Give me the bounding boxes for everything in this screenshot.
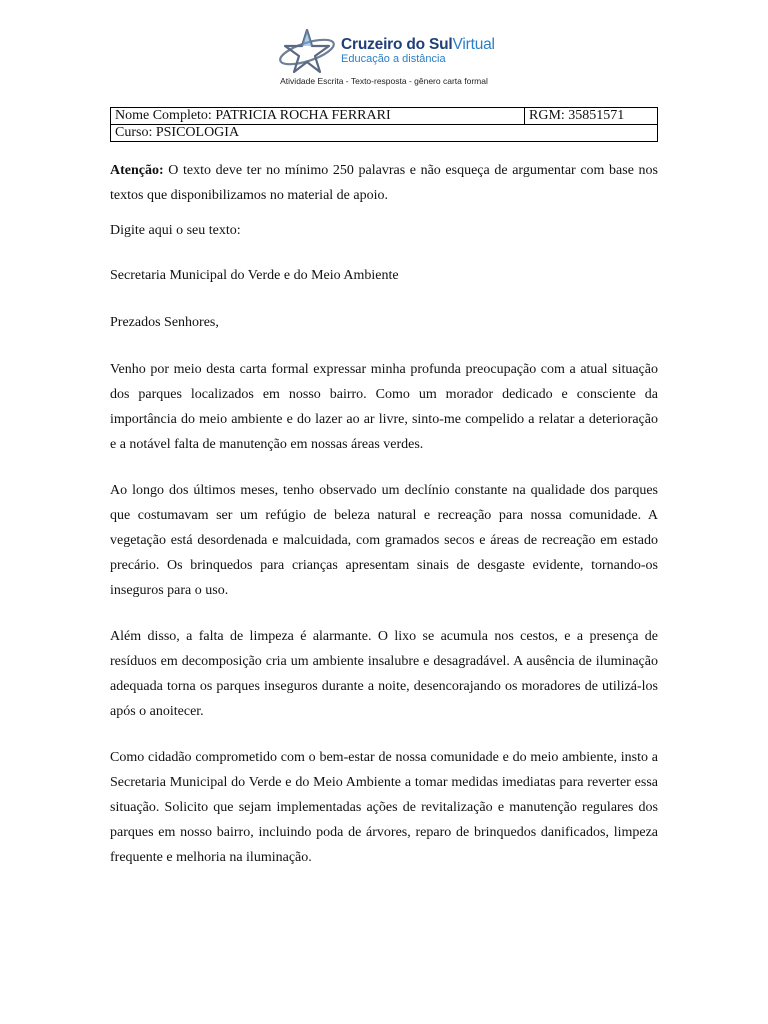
rgm-cell: RGM: 35851571 [525, 108, 658, 125]
brand-name-accent: Virtual [452, 36, 495, 53]
letter-paragraph: Como cidadão comprometido com o bem-estar de nossa comunidade e do meio ambiente, insto a Secretaria Municipal do Verde e do Meio Ambiente a tomar medidas imediatas para reverter essa situação. Solicito que sejam implementadas ações de revitalização e manutenção regulares dos parques em nosso bairro, incluindo poda de árvores, reparo de brinquedos danificados, limpeza frequente e melhoria na iluminação. [110, 750, 658, 865]
attention-text: O texto deve ter no mínimo 250 palavras e não esqueça de argumentar com base nos textos que disponibilizamos no material de apoio. [110, 163, 658, 203]
letter-salutation: Prezados Senhores, [110, 315, 219, 330]
letter-recipient: Secretaria Municipal do Verde e do Meio Ambiente [110, 268, 399, 283]
attention-note [110, 158, 658, 208]
letter-paragraph: Além disso, a falta de limpeza é alarmante. O lixo se acumula nos cestos, e a presença de resíduos em decomposição cria um ambiente insalubre e desagradável. A ausência de iluminação adequada torna os parques inseguros durante a noite, desencorajando os moradores de utilizá-los após o anoitecer. [110, 629, 658, 719]
table-row [111, 125, 658, 142]
cruzeiro-star-logo-icon [276, 28, 338, 74]
student-id-table [110, 107, 658, 142]
letter-paragraph: Venho por meio desta carta formal expressar minha profunda preocupação com a atual situação dos parques localizados em nosso bairro. Como um morador dedicado e consciente da importância do meio ambiente e do lazer ao ar livre, sinto-me compelido a relatar a deterioração e a notável falta de manutenção em nossas áreas verdes. [110, 362, 658, 452]
brand-block [341, 36, 495, 65]
attention-label: Atenção: [110, 163, 164, 178]
brand-name [341, 36, 495, 53]
letter-paragraph: Ao longo dos últimos meses, tenho observado um declínio constante na qualidade dos parques que costumavam ser um refúgio de beleza natural e recreação para nossa comunidade. A vegetação está desordenada e malcuidada, com gramados secos e áreas de recreação em estado precário. Os brinquedos para crianças apresentam sinais de desgaste evidente, tornando-os inseguros para o uso. [110, 483, 658, 598]
typing-prompt: Digite aqui o seu texto: [110, 223, 241, 238]
brand-subtitle: Educação a distância [341, 53, 446, 65]
activity-caption: Atividade Escrita - Texto-resposta - gênero carta formal [280, 76, 488, 86]
document-header [0, 22, 768, 92]
course-cell: Curso: PSICOLOGIA [111, 125, 658, 142]
brand-name-main: Cruzeiro do Sul [341, 36, 453, 53]
table-row [111, 108, 658, 125]
student-name-cell: Nome Completo: PATRICIA ROCHA FERRARI [111, 108, 525, 125]
document-body [110, 158, 658, 870]
